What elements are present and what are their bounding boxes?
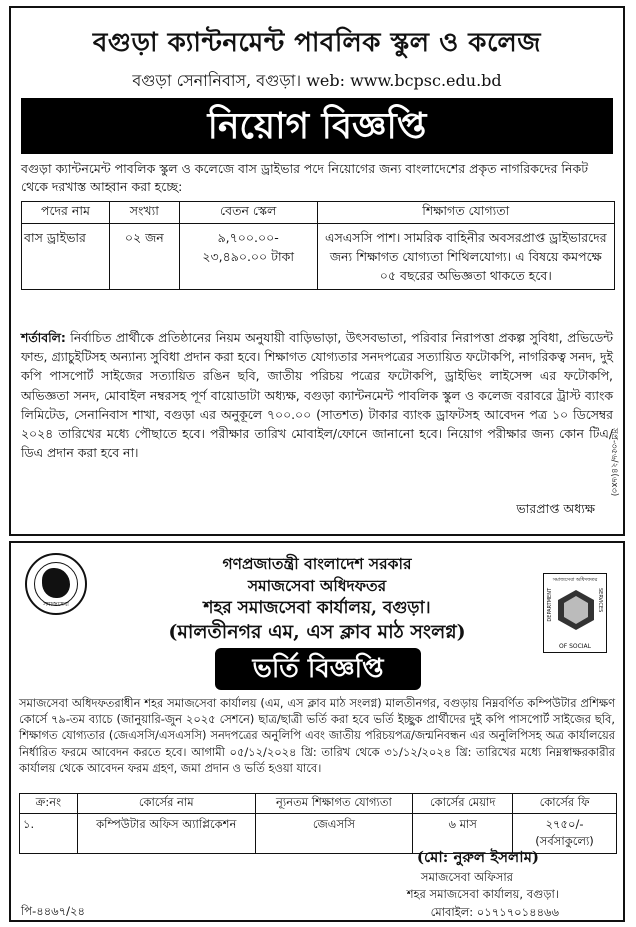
cell-scale [179,224,317,290]
dss-logo-top-text: সমাজসেবা অধিদফতর [552,577,598,583]
admission-notice [9,541,625,922]
fee-amount: ২৭৫০/- [545,817,584,831]
cell-post: বাস ড্রাইভার [22,224,110,290]
signer-title: সমাজসেবা অফিসার [420,870,513,884]
cell-qualification: জেএসসি [255,814,413,854]
cell-qualification: এসএসসি পাশ। সামরিক বাহিনীর অবসরপ্রাপ্ত ড্রাইভারদের জন্য শিক্ষাগত যোগ্যতা শিথিলযোগ্য। এ বিষয়ে কমপক্ষে ০৫ বছরের অভিজ্ঞতা থাকতে হবে। [317,224,614,290]
header-course: কোর্সের নাম [77,794,255,814]
signer-mobile: মোবাইল: ০১৭১৭০১৪৪৬৬ [430,905,559,919]
reference-code: পি-৪৪৬৭/২৪ [21,904,85,918]
notice-intro: বগুড়া ক্যান্টনমেন্ট পাবলিক স্কুল ও কলেজে বাস ড্রাইভার পদে নিয়োগের জন্য বাংলাদেশের প্রকৃত নাগরিকদের নিকট থেকে দরখাস্ত আহ্বান করা হচ্ছে: [21,161,589,194]
dss-logo-left-text: DEPARTMENT [547,588,553,622]
header-fee: কোর্সের ফি [513,794,617,814]
admission-body: সমাজসেবা অধিদফতরাধীন শহর সমাজসেবা কার্যালয় (এম, এস ক্লাব মাঠ সংলগ্ন) মালতীনগর, বগুড়ায় নিম্নবর্ণিত কম্পিউটার প্রশিক্ষণ কোর্সে ৭৯-তম ব্যাচে (জানুয়ারি-জুন ২০২৫ সেশনে) ছাত্র/ছাত্রী ভর্তি করা হবে ভর্তি ইচ্ছুক প্রার্থীদের দুই কপি পাসপোর্ট সাইজের ছবি, শিক্ষাগত যোগ্যতার (জেএসসি/এসএসসি) সনদপত্রের অনুলিপি এবং জাতীয় পরিচয়পত্র/জন্মনিবন্ধন এর অনুলিপিসহ অত্র কার্যালয়ের নির্ধারিত ফরমে আবেদন করতে হবে। আগামী ০৫/১২/২০২৪ খ্রি: তারিখ থেকে ৩১/১২/২০২৪ খ্রি: তারিখের মধ্যে নিম্নস্বাক্ষরকারীর কার্যালয় থেকে আবেদন ফরম গ্রহণ, জমা প্রদান ও ভর্তি হওয়া যাবে। [19,696,615,775]
header-serial: ক্র:নং [20,794,78,814]
cell-serial: ১. [20,814,78,854]
notice-banner: নিয়োগ বিজ্ঞপ্তি [21,98,613,154]
terms-paragraph [21,328,613,462]
scale-line-2: ২৩,৪৯০.০০ টাকা [202,249,294,264]
department-line: সমাজসেবা অধিদফতর [247,577,387,595]
signer-name: (মো: নুরুল ইসলাম) [416,848,539,866]
header-min-qualification: ন্যূনতম শিক্ষাগত যোগ্যতা [255,794,413,814]
institution-title: বগুড়া ক্যান্টনমেন্ট পাবলিক স্কুল ও কলেজ [92,28,542,58]
terms-text: নির্বাচিত প্রার্থীকে প্রতিষ্ঠানের নিয়ম অনুযায়ী বাড়িভাড়া, উৎসবভাতা, পরিবার নিরাপত্তা প্রকল্প সুবিধা, প্রভিডেন্ট ফান্ড, গ্র্যাচুইটিসহ অন্যান্য সুবিধা প্রদান করা হবে। শিক্ষাগত যোগ্যতার সনদপত্রের সত্যায়িত ফটোকপি, নাগরিকত্ব সনদ, দুই কপি পাসপোর্ট সাইজের সত্যায়িত রঙিন ছবি, জাতীয় পরিচয় পত্রের ফটোকপি, ড্রাইভিং লাইসেন্স এর ফটোকপি, অভিজ্ঞতা সনদ, মোবাইল নম্বরসহ পূর্ণ বায়োডাটা অধ্যক্ষ, বগুড়া ক্যান্টনমেন্ট পাবলিক স্কুল ও কলেজ বরাবরে ট্রাস্ট ব্যাংক লিমিটেড, সেনানিবাস শাখা, বগুড়া এর অনুকূলে ৭০০.০০ (সাতশত) টাকার ব্যাংক ড্রাফটসহ আবেদন পত্র ১০ ডিসেম্বর ২০২৪ তারিখের মধ্যে পৌছাতে হবে। পরীক্ষার তারিখ মোবাইল/ফোনে জানানো হবে। নিয়োগ পরীক্ষার জন্য কোন টিএ/ডিএ প্রদান করা হবে না। [21,330,613,461]
side-reference-code: সপ্র-৩৫৬/২৪(৬x৩) [609,428,619,497]
government-line: গণপ্রজাতন্ত্রী বাংলাদেশ সরকার [222,555,412,573]
header-qualification: শিক্ষাগত যোগ্যতা [317,202,614,224]
seal-text: সমাজসেবা [43,601,69,608]
table-row [22,224,615,290]
cell-duration: ৬ মাস [413,814,513,854]
dss-logo-bottom-text: OF SOCIAL [558,643,592,650]
admission-banner: ভর্তি বিজ্ঞপ্তি [215,648,421,690]
vacancy-table [21,201,615,290]
terms-label: শর্তাবলি: [21,330,66,345]
header-post: পদের নাম [22,202,110,224]
table-header-row [20,794,617,814]
fee-note: (সর্বসাকুল্যে) [535,834,594,848]
location-line: (মালতীনগর এম, এস ক্লাব মাঠ সংলগ্ন) [168,621,466,643]
cell-course: কম্পিউটার অফিস অ্যাপ্লিকেশন [77,814,255,854]
header-duration: কোর্সের মেয়াদ [413,794,513,814]
course-table [19,793,617,854]
cell-count: ০২ জন [109,224,179,290]
signature-principal: ভারপ্রাপ্ত অধ্যক্ষ [516,501,595,516]
header-count: সংখ্যা [109,202,179,224]
header-scale: বেতন স্কেল [179,202,317,224]
institution-address: বগুড়া সেনানিবাস, বগুড়া। web: www.bcpsc.edu.bd [132,71,502,90]
table-header-row [22,202,615,224]
recruitment-notice [9,6,625,536]
office-line: শহর সমাজসেবা কার্যালয়, বগুড়া। [203,598,431,618]
signer-office: শহর সমাজসেবা কার্যালয়, বগুড়া। [406,887,559,901]
scale-line-1: ৯,৭০০.০০- [217,230,279,245]
dss-logo-right-text: SERVICES [597,588,603,613]
